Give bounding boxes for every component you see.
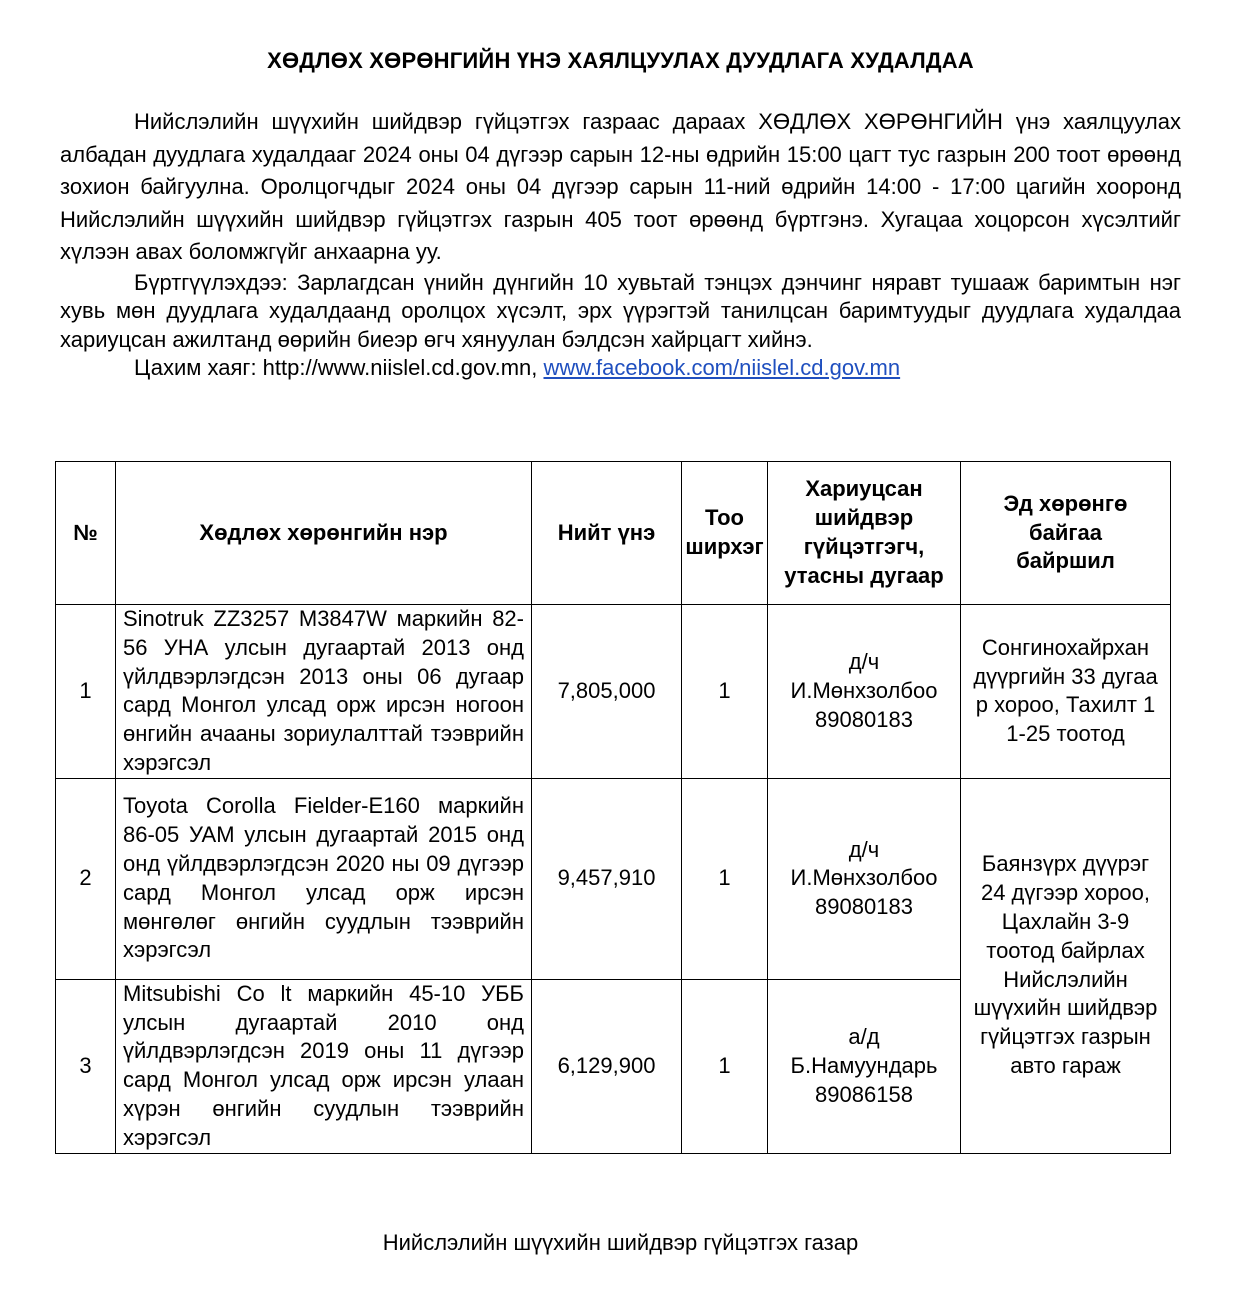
- row-officer: [768, 605, 961, 779]
- row-location: Сонгинохайрхан дүүргийн 33 дугаар хороо, Тахилт 11-25 тоотод: [961, 605, 1171, 779]
- row-item-name: Sinotruk ZZ3257 M3847W маркийн 82-56 УНА улсын дугаартай 2013 онд үйлдвэрлэгдсэн 2013 оны 06 дугаар сард Монгол улсад орж ирсэн ногоон өнгийн ачааны зориулалттай тээврийн хэрэгсэл: [116, 605, 532, 779]
- row-qty: 1: [682, 979, 768, 1153]
- auction-items-table: [55, 461, 1171, 1154]
- table-row: [56, 778, 1171, 979]
- officer-name: Б.Намуундарь: [790, 1052, 938, 1078]
- row-no: 3: [56, 979, 116, 1153]
- header-name: Хөдлөх хөрөнгийн нэр: [116, 462, 532, 605]
- row-price: 7,805,000: [532, 605, 682, 779]
- officer-title: д/ч: [848, 649, 880, 675]
- officer-title: а/д: [848, 1023, 880, 1049]
- row-officer: [768, 778, 961, 979]
- officer-phone: 89080183: [815, 894, 913, 920]
- header-qty: Тоо ширхэг: [682, 462, 768, 605]
- row-item-name: Mitsubishi Co lt маркийн 45-10 УББ улсын дугаартай 2010 онд үйлдвэрлэгдсэн 2019 оны 11 дүгээр сард Монгол улсад орж ирсэн улаан хүрэн өнгийн суудлын тээврийн хэрэгсэл: [116, 979, 532, 1153]
- header-no: №: [56, 462, 116, 605]
- intro-paragraph-schedule: Нийслэлийн шүүхийн шийдвэр гүйцэтгэх газраас дараах ХӨДЛӨХ ХӨРӨНГИЙН үнэ хаялцуулах албадан дуудлага худалдааг 2024 оны 04 дүгээр сарын 12-ны өдрийн 15:00 цагт тус газрын 200 тоот өрөөнд зохион байгуулна. Оролцогчдыг 2024 оны 04 дүгээр сарын 11-ний өдрийн 14:00 - 17:00 цагийн хооронд Нийслэлийн шүүхийн шийдвэр гүйцэтгэх газрын 405 тоот өрөөнд бүртгэнэ. Хугацаа хоцорсон хүсэлтийг хүлээн авах боломжгүйг анхаарна уу.: [60, 109, 1181, 264]
- page-title: ХӨДЛӨХ ХӨРӨНГИЙН ҮНЭ ХАЯЛЦУУЛАХ ДУУДЛАГА ХУДАЛДАА: [267, 48, 974, 73]
- intro-text: [60, 106, 1181, 382]
- row-qty: 1: [682, 778, 768, 979]
- row-no: 2: [56, 778, 116, 979]
- table-header-row: [56, 462, 1171, 605]
- header-price: Нийт үнэ: [532, 462, 682, 605]
- officer-phone: 89086158: [815, 1081, 913, 1107]
- header-location: Эд хөрөнгө байгаа байршил: [961, 462, 1171, 605]
- row-qty: 1: [682, 605, 768, 779]
- row-price: 6,129,900: [532, 979, 682, 1153]
- officer-name: И.Мөнхзолбоо: [790, 865, 938, 891]
- row-officer: [768, 979, 961, 1153]
- row-item-name: Toyota Corolla Fielder-E160 маркийн 86-05 УАМ улсын дугаартай 2015 онд онд үйлдвэрлэгдсэн 2020 ны 09 дүгээр сард Монгол улсад орж ирсэн мөнгөлөг өнгийн суудлын тээврийн хэрэгсэл: [116, 778, 532, 979]
- address-label: Цахим хаяг: http://www.niislel.cd.gov.mn,: [134, 355, 544, 380]
- table-row: [56, 605, 1171, 779]
- row-price: 9,457,910: [532, 778, 682, 979]
- header-officer: Хариуцсан шийдвэр гүйцэтгэгч, утасны дугаар: [768, 462, 961, 605]
- row-no: 1: [56, 605, 116, 779]
- intro-paragraph-registration: Бүртгүүлэхдээ: Зарлагдсан үнийн дүнгийн 10 хувьтай тэнцэх дэнчинг няравт тушааж баримтын нэг хувь мөн дуудлага худалдаанд оролцох хүсэлт, эрх үүрэгтэй танилцсан баримтуудыг дуудлага худалдаа хариуцсан ажилтанд өөрийн биеэр өгч хянуулан бэлдсэн хайрцагт хийнэ.: [60, 269, 1181, 352]
- facebook-link[interactable]: www.facebook.com/niislel.cd.gov.mn: [543, 355, 901, 380]
- officer-phone: 89080183: [815, 706, 913, 732]
- intro-address: [60, 354, 1181, 382]
- footer-organization: Нийслэлийн шүүхийн шийдвэр гүйцэтгэх газар: [382, 1230, 859, 1255]
- officer-title: д/ч: [848, 836, 880, 862]
- officer-name: И.Мөнхзолбоо: [790, 677, 938, 703]
- row-location: Баянзүрх дүүрэг 24 дүгээр хороо, Цахлайн 3-9 тоотод байрлах Нийслэлийн шүүхийн шийдвэр гүйцэтгэх газрын авто гараж: [961, 778, 1171, 1153]
